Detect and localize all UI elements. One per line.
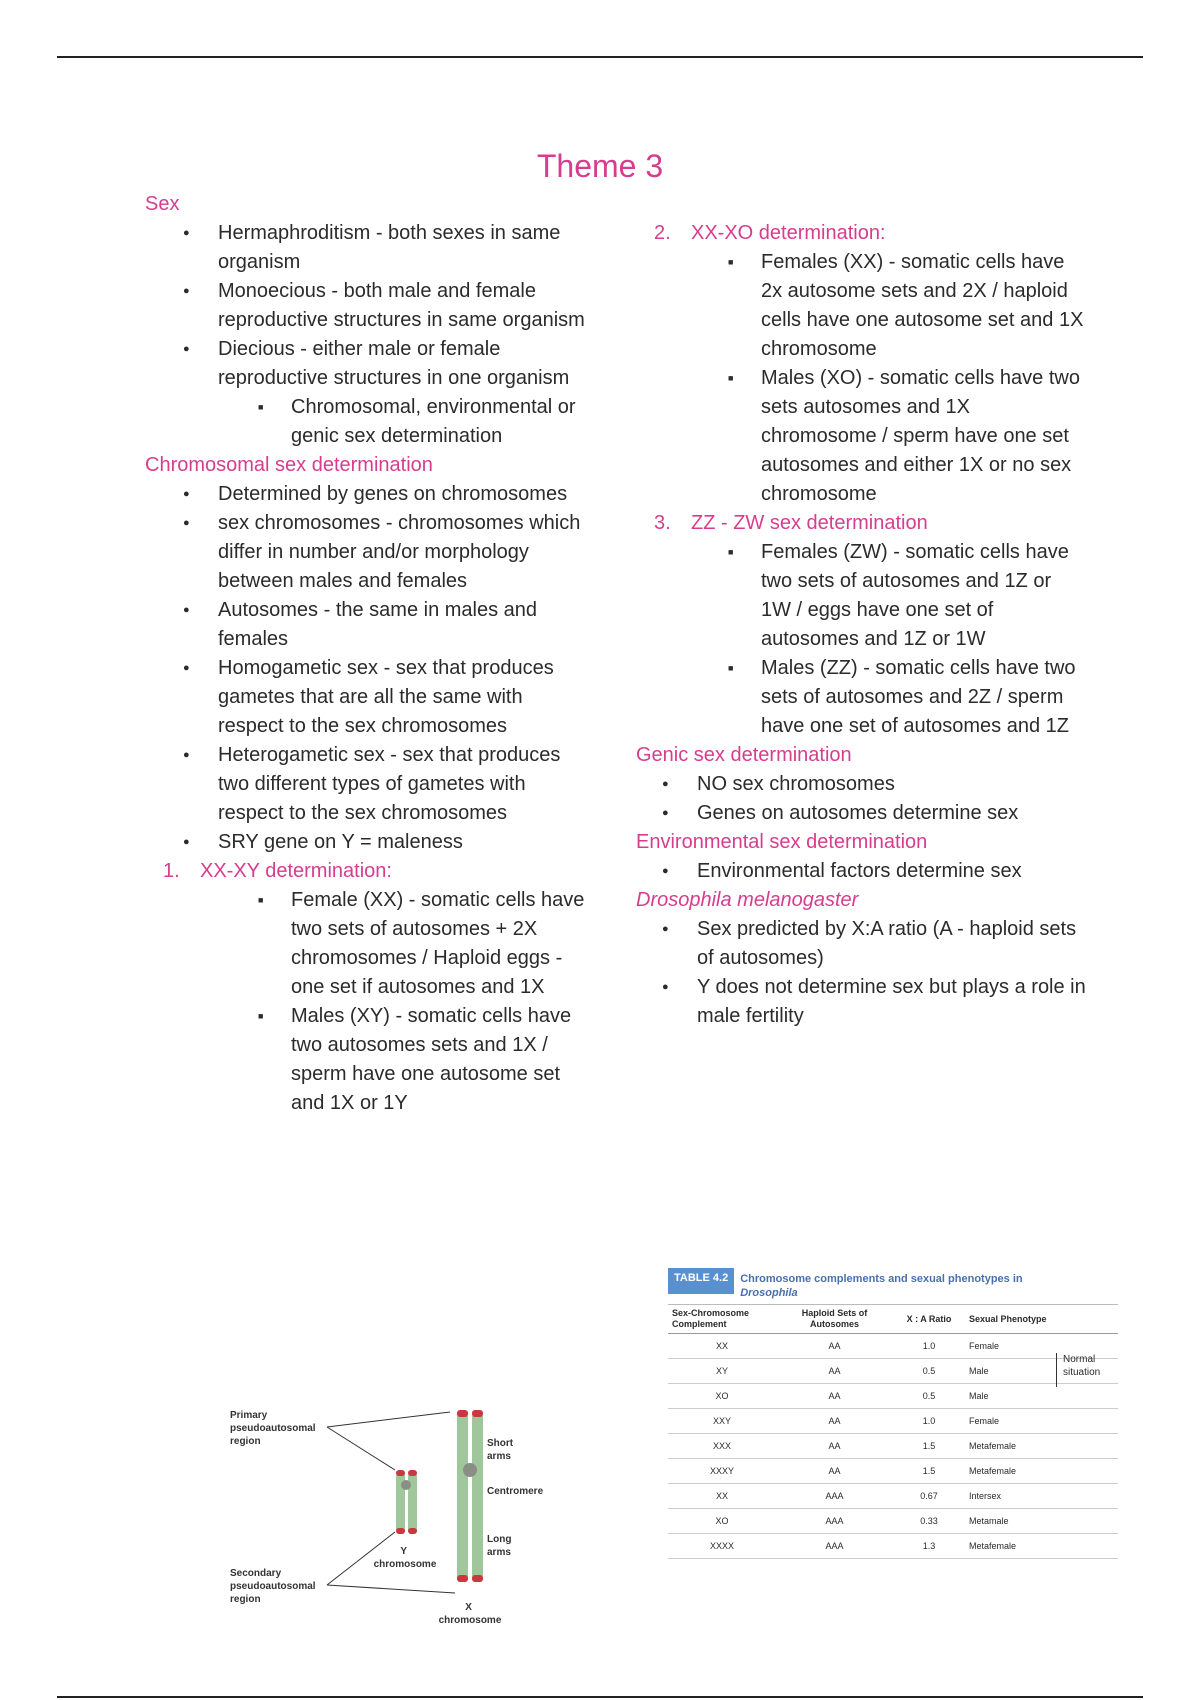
- centromere-label: Centromere: [487, 1486, 544, 1497]
- environmental-heading: Environmental sex determination: [636, 831, 928, 853]
- table-cell: AAA: [776, 1534, 893, 1559]
- table-cell: Male: [965, 1359, 1118, 1384]
- xy-list: [218, 886, 585, 1118]
- table-row: [668, 1359, 1118, 1384]
- x-tip: [472, 1575, 483, 1582]
- x-chromatid-left: [457, 1412, 468, 1580]
- fig-text: Short: [487, 1438, 514, 1449]
- list-item: ● Monoecious - both male and female reproductive structures in same organism: [145, 277, 585, 335]
- list-item: ● Environmental factors determine sex: [624, 857, 1086, 886]
- list-item: ● NO sex chromosomes: [624, 770, 1086, 799]
- fig-text: Long: [487, 1534, 512, 1545]
- table-cell: Metafemale: [965, 1434, 1118, 1459]
- table-cell: Metafemale: [965, 1534, 1118, 1559]
- bottom-rule: [57, 1696, 1143, 1698]
- sex-phenotype-table: [668, 1268, 1118, 1564]
- column-header: Sex-Chromosome Complement: [668, 1305, 776, 1334]
- fig-text: X: [465, 1602, 472, 1613]
- list-item: ■ Males (ZZ) - somatic cells have two sets of autosomes and 2Z / sperm have one set of autosomes and 1Z: [688, 654, 1086, 741]
- table-row: [668, 1509, 1118, 1534]
- list-item: ● Sex predicted by X:A ratio (A - haploid sets of autosomes): [624, 915, 1086, 973]
- xo-heading: [654, 219, 1086, 248]
- column-header: X : A Ratio: [893, 1305, 965, 1334]
- table-row: [668, 1384, 1118, 1409]
- table-row: [668, 1459, 1118, 1484]
- short-arms-label: [487, 1438, 516, 1462]
- table-cell: XXX: [668, 1434, 776, 1459]
- top-rule: [57, 56, 1143, 58]
- list-item: ● SRY gene on Y = maleness: [145, 828, 585, 857]
- sex-heading: Sex: [145, 193, 180, 215]
- fig-text: chromosome: [373, 1559, 437, 1570]
- fig-text: Secondary: [230, 1568, 282, 1579]
- y-centromere: [401, 1480, 411, 1490]
- table-cell: Intersex: [965, 1484, 1118, 1509]
- table-cell: 0.5: [893, 1359, 965, 1384]
- fig-text: region: [230, 1594, 261, 1605]
- y-tip: [408, 1528, 417, 1534]
- table-header-row: [668, 1305, 1118, 1334]
- table-cell: 1.0: [893, 1409, 965, 1434]
- right-column: [636, 219, 1086, 1031]
- table-cell: XXXY: [668, 1459, 776, 1484]
- table-cell: XO: [668, 1509, 776, 1534]
- xy-heading: [145, 857, 585, 886]
- zw-number: 3.: [654, 512, 671, 534]
- table-cell: AAA: [776, 1484, 893, 1509]
- table-cell: XXY: [668, 1409, 776, 1434]
- primary-label: [230, 1410, 318, 1447]
- left-column: [145, 190, 585, 1118]
- table-cell: Female: [965, 1409, 1118, 1434]
- table-caption-text: Chromosome complements and sexual phenotypes in: [740, 1273, 1023, 1285]
- table-cell: 0.5: [893, 1384, 965, 1409]
- sex-list: [145, 219, 585, 393]
- y-tip: [408, 1470, 417, 1476]
- genic-list: [624, 770, 1086, 828]
- table-cell: 1.5: [893, 1434, 965, 1459]
- table-cell: AA: [776, 1359, 893, 1384]
- list-item: ● Homogametic sex - sex that produces gametes that are all the same with respect to the sex chromosomes: [145, 654, 585, 741]
- xy-heading-text: XX-XY determination:: [200, 860, 392, 882]
- x-tip: [457, 1575, 468, 1582]
- table-header: [668, 1268, 1118, 1305]
- table-cell: AA: [776, 1409, 893, 1434]
- x-chromosome: [457, 1410, 483, 1582]
- chromosomal-list: [145, 480, 585, 857]
- secondary-label: [230, 1568, 318, 1605]
- column-header: Sexual Phenotype: [965, 1305, 1118, 1334]
- table-row: [668, 1484, 1118, 1509]
- table-row: [668, 1409, 1118, 1434]
- fig-text: arms: [487, 1451, 511, 1462]
- table-cell: Female: [965, 1334, 1118, 1359]
- table-cell: AA: [776, 1334, 893, 1359]
- list-item: ● Heterogametic sex - sex that produces two different types of gametes with respect to the sex chromosomes: [145, 741, 585, 828]
- y-chromosome-label: [374, 1546, 437, 1570]
- table-cell: XX: [668, 1334, 776, 1359]
- list-item: ■ Females (XX) - somatic cells have 2x autosome sets and 2X / haploid cells have one autosome set and 1X chromosome: [688, 248, 1086, 364]
- list-item: ● Genes on autosomes determine sex: [624, 799, 1086, 828]
- fig-text: arms: [487, 1547, 511, 1558]
- list-item: ■ Females (ZW) - somatic cells have two sets of autosomes and 1Z or 1W / eggs have one set of autosomes and 1Z or 1W: [688, 538, 1086, 654]
- xy-chromosome-figure: [225, 1400, 585, 1650]
- x-tip: [472, 1410, 483, 1417]
- chromosome-diagram: [225, 1400, 585, 1650]
- table-cell: XO: [668, 1384, 776, 1409]
- environmental-list: [624, 857, 1086, 886]
- x-chromosome-label: [439, 1602, 502, 1626]
- list-item: ■ Males (XY) - somatic cells have two autosomes sets and 1X / sperm have one autosome set and 1X or 1Y: [218, 1002, 585, 1118]
- fig-text: Y: [400, 1546, 407, 1557]
- x-tip: [457, 1410, 468, 1417]
- drosophila-list: [624, 915, 1086, 1031]
- list-item: ● Determined by genes on chromosomes: [145, 480, 585, 509]
- table-cell: 1.3: [893, 1534, 965, 1559]
- x-chromatid-right: [472, 1412, 483, 1580]
- table-cell: AA: [776, 1384, 893, 1409]
- page-title: Theme 3: [536, 148, 664, 184]
- table-cell: AA: [776, 1434, 893, 1459]
- table-cell: 0.67: [893, 1484, 965, 1509]
- list-item: ■ Males (XO) - somatic cells have two sets autosomes and 1X chromosome / sperm have one set autosomes and either 1X or no sex chromosome: [688, 364, 1086, 509]
- zw-heading-text: ZZ - ZW sex determination: [691, 512, 928, 534]
- fig-text: pseudoautosomal: [230, 1423, 316, 1434]
- list-item: ■ Female (XX) - somatic cells have two sets of autosomes + 2X chromosomes / Haploid eggs - one set if autosomes and 1X: [218, 886, 585, 1002]
- drosophila-heading: Drosophila melanogaster: [636, 889, 859, 911]
- table-caption: [734, 1268, 1028, 1304]
- x-centromere: [463, 1463, 477, 1477]
- zw-heading: [654, 509, 1086, 538]
- table-tag: TABLE 4.2: [668, 1268, 734, 1294]
- list-item: ● Y does not determine sex but plays a role in male fertility: [624, 973, 1086, 1031]
- table-caption-italic: Drosophila: [740, 1287, 798, 1299]
- list-item: ● Autosomes - the same in males and females: [145, 596, 585, 654]
- table-cell: 1.0: [893, 1334, 965, 1359]
- xy-number: 1.: [163, 860, 180, 882]
- data-table: [668, 1305, 1118, 1559]
- list-item: ● sex chromosomes - chromosomes which differ in number and/or morphology between males and females: [145, 509, 585, 596]
- zw-list: [688, 538, 1086, 741]
- table-cell: AAA: [776, 1509, 893, 1534]
- table-cell: XY: [668, 1359, 776, 1384]
- table-row: [668, 1334, 1118, 1359]
- list-item: ■ Chromosomal, environmental or genic sex determination: [218, 393, 585, 451]
- list-item: ● Hermaphroditism - both sexes in same organism: [145, 219, 585, 277]
- table-cell: Metamale: [965, 1509, 1118, 1534]
- normal-situation-note: Normal situation: [1056, 1353, 1118, 1387]
- table-cell: 0.33: [893, 1509, 965, 1534]
- table-cell: 1.5: [893, 1459, 965, 1484]
- genic-heading: Genic sex determination: [636, 744, 852, 766]
- fig-text: chromosome: [438, 1615, 502, 1626]
- xo-number: 2.: [654, 222, 671, 244]
- long-arms-label: [487, 1534, 514, 1558]
- fig-text: Primary: [230, 1410, 268, 1421]
- table-row: [668, 1534, 1118, 1559]
- table-cell: Metafemale: [965, 1459, 1118, 1484]
- table-row: [668, 1434, 1118, 1459]
- column-header: Haploid Sets of Autosomes: [776, 1305, 893, 1334]
- table-cell: Male: [965, 1384, 1118, 1409]
- table-cell: XXXX: [668, 1534, 776, 1559]
- y-tip: [396, 1528, 405, 1534]
- list-item: ● Diecious - either male or female reproductive structures in one organism: [145, 335, 585, 393]
- xo-list: [688, 248, 1086, 509]
- y-chromosome: [396, 1470, 417, 1534]
- chromosomal-heading: Chromosomal sex determination: [145, 454, 433, 476]
- table-cell: AA: [776, 1459, 893, 1484]
- sex-sublist: [218, 393, 585, 451]
- table-cell: XX: [668, 1484, 776, 1509]
- xo-heading-text: XX-XO determination:: [691, 222, 886, 244]
- fig-text: region: [230, 1436, 261, 1447]
- y-tip: [396, 1470, 405, 1476]
- fig-text: pseudoautosomal: [230, 1581, 316, 1592]
